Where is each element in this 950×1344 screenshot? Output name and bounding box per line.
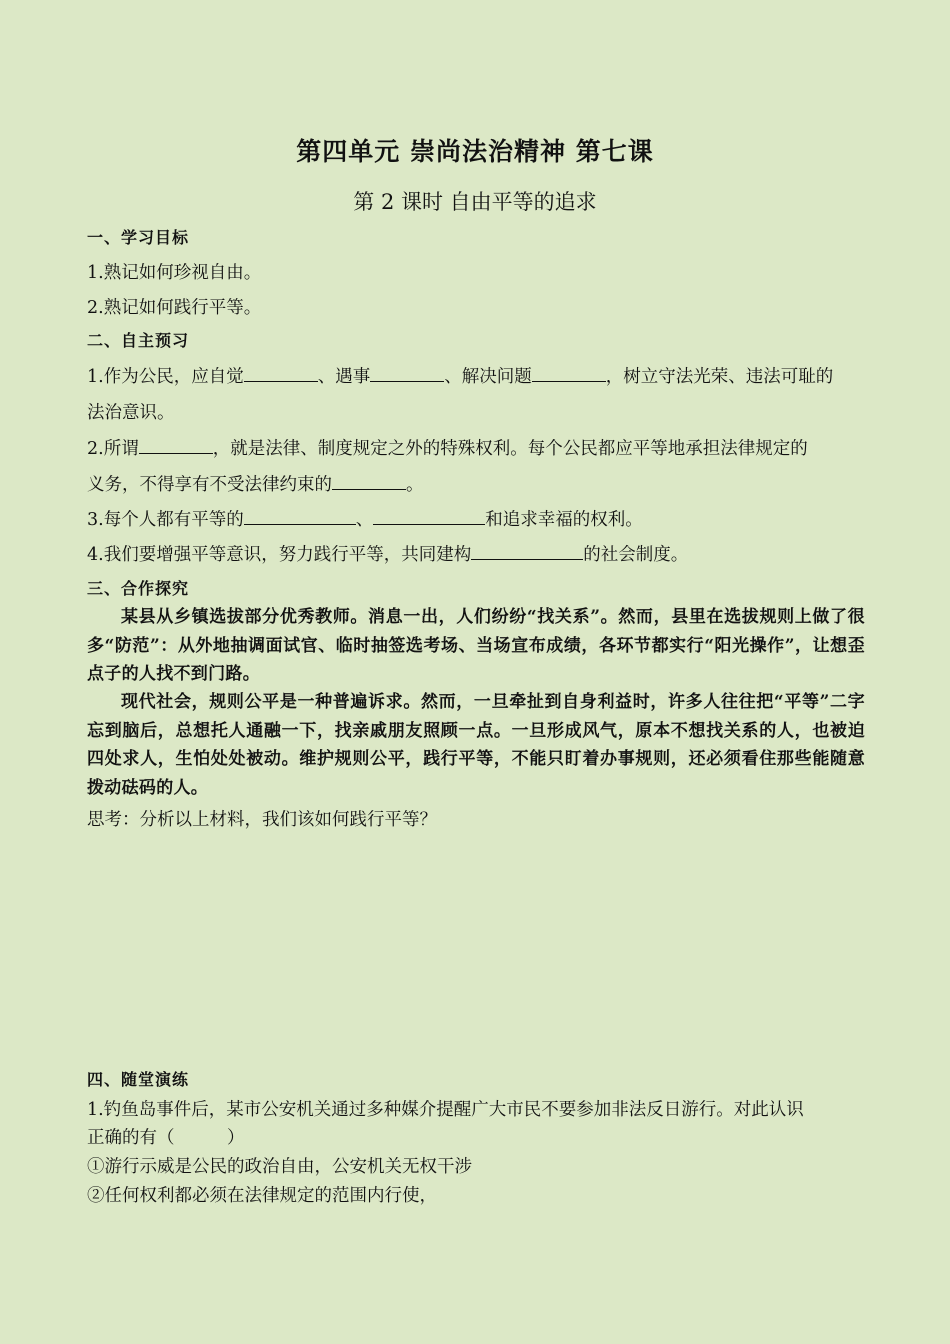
preview-question-4: [87, 541, 867, 566]
preview-question-2-cont: [87, 471, 867, 496]
q2-text-d: 。: [406, 475, 424, 495]
q2-text-b: ，就是法律、制度规定之外的特殊权利。每个公民都应平等地承担法律规定的: [212, 439, 808, 459]
q3-text-c: 和追求幸福的权利。: [485, 510, 643, 530]
q3-text-a: 3.每个人都有平等的: [87, 510, 244, 530]
preview-question-2: [87, 435, 867, 460]
q1-text-d: ，树立守法光荣、违法可耻的: [605, 367, 834, 387]
preview-question-3: [87, 506, 867, 531]
q4-text-a: 4.我们要增强平等意识，努力践行平等，共同建构: [87, 545, 472, 565]
preview-question-1: [87, 363, 867, 388]
fill-blank[interactable]: [332, 472, 406, 490]
q2-text-c: 义务，不得享有不受法律约束的: [87, 475, 332, 495]
q1-text-a: 1.作为公民，应自觉: [87, 367, 244, 387]
goal-item-2: 2.熟记如何践行平等。: [87, 298, 262, 318]
q4-text-b: 的社会制度。: [583, 545, 689, 565]
page-title: 第四单元 崇尚法治精神 第七课: [296, 137, 654, 166]
think-question: 思考：分析以上材料，我们该如何践行平等？: [87, 810, 437, 830]
section-heading-preview: 二、自主预习: [87, 331, 190, 350]
material-paragraph-1: 某县从乡镇选拔部分优秀教师。消息一出，人们纷纷“找关系”。然而，县里在选拔规则上做了很多“防范”：从外地抽调面试官、临时抽签选考场、当场宣布成绩，各环节都实行“阳光操作”，让想歪点子的人找不到门路。: [87, 607, 865, 684]
fill-blank[interactable]: [532, 364, 606, 382]
practice-question-1: 1.钓鱼岛事件后，某市公安机关通过多种媒介提醒广大市民不要参加非法反日游行。对此认识: [87, 1100, 804, 1120]
fill-blank[interactable]: [373, 507, 485, 525]
fill-blank[interactable]: [370, 364, 444, 382]
q1-text-b: 、遇事: [317, 367, 371, 387]
fill-blank[interactable]: [244, 507, 356, 525]
q2-text-a: 2.所谓: [87, 439, 139, 459]
q1-text-c: 、解决问题: [444, 367, 532, 387]
fill-blank[interactable]: [244, 364, 318, 382]
section-heading-inquiry: 三、合作探究: [87, 579, 190, 598]
practice-option-1: ①游行示威是公民的政治自由，公安机关无权干涉: [87, 1157, 472, 1177]
goal-item-1: 1.熟记如何珍视自由。: [87, 263, 262, 283]
practice-question-1-cont: 正确的有（ ）: [87, 1128, 245, 1148]
page-subtitle: 第 2 课时 自由平等的追求: [353, 190, 597, 214]
q3-text-b: 、: [355, 510, 374, 530]
fill-blank[interactable]: [139, 436, 213, 454]
fill-blank[interactable]: [471, 542, 583, 560]
section-heading-goals: 一、学习目标: [87, 228, 190, 247]
material-paragraph-2: 现代社会，规则公平是一种普遍诉求。然而，一旦牵扯到自身利益时，许多人往往把“平等”二字忘到脑后，总想托人通融一下，找亲戚朋友照顾一点。一旦形成风气，原本不想找关系的人，也被迫四处求人，生怕处处被动。维护规则公平，践行平等，不能只盯着办事规则，还必须看住那些能随意拨动砝码的人。: [87, 692, 865, 798]
preview-question-1-cont: 法治意识。: [87, 403, 175, 423]
practice-option-2: ②任何权利都必须在法律规定的范围内行使，: [87, 1186, 437, 1206]
section-heading-practice: 四、随堂演练: [87, 1070, 190, 1089]
